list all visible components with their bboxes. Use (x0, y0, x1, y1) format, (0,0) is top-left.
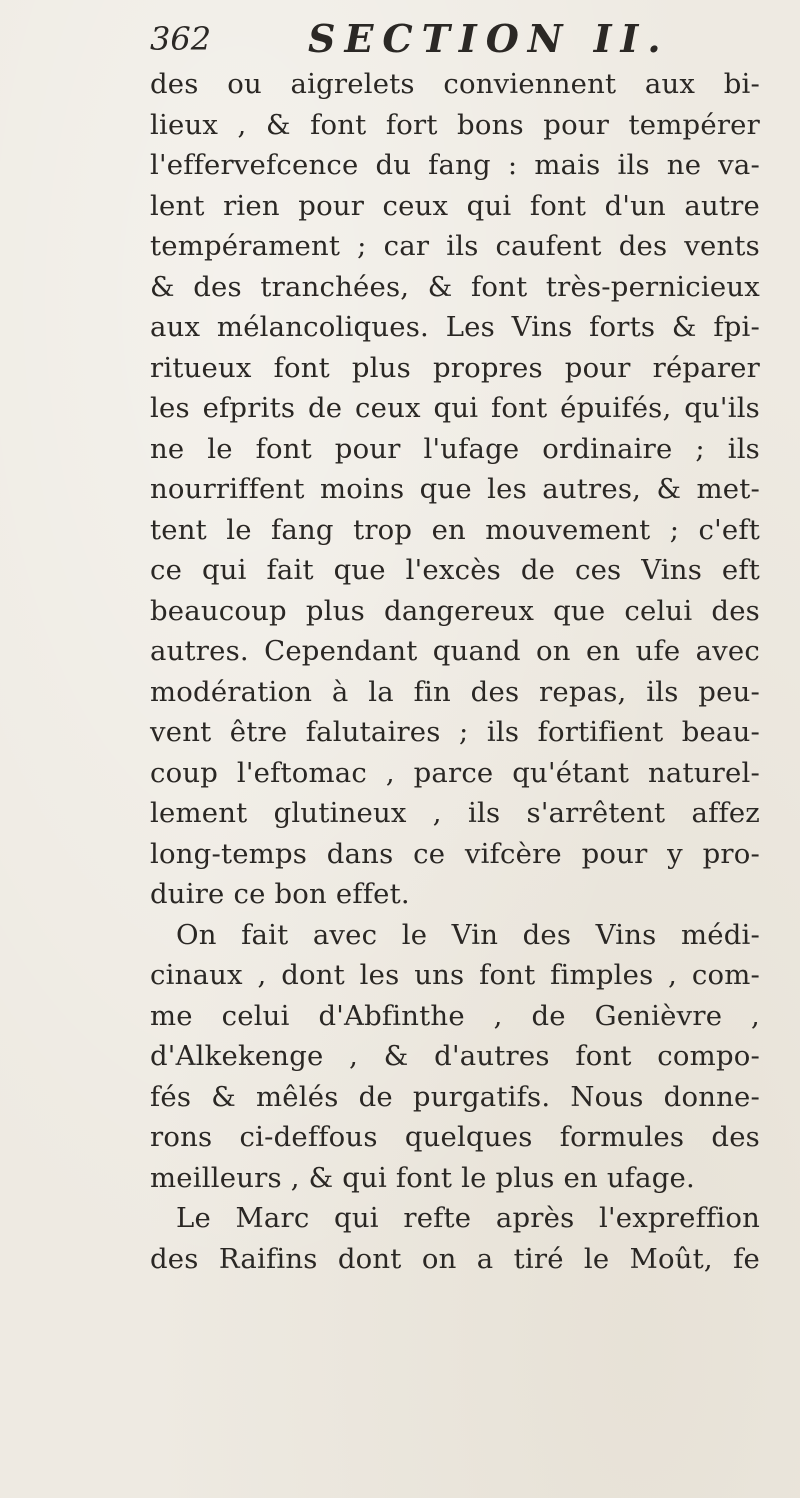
text-line: ce qui fait que l'excès de ces Vins eft (150, 554, 760, 586)
text-line: des Raifins dont on a tiré le Moût, fe (150, 1242, 760, 1275)
text-line: autres. Cependant quand on en ufe avec (150, 635, 760, 667)
text-line: aux mélancoliques. Les Vins forts & fpi- (150, 311, 760, 343)
page-header (150, 16, 750, 68)
text-line: l'effervefcence du fang : mais ils ne va- (150, 149, 760, 181)
text-line: d'Alkekenge , & d'autres font compo- (150, 1040, 760, 1072)
text-line: tempérament ; car ils caufent des vents (150, 230, 760, 262)
text-line: Le Marc qui refte après l'expreffion (176, 1202, 760, 1234)
text-line: & des tranchées, & font très-pernicieux (150, 270, 760, 303)
page-number: 362 (150, 20, 212, 58)
text-line: fés & mêlés de purgatifs. Nous donne- (150, 1080, 760, 1113)
text-line: coup l'eftomac , parce qu'étant naturel- (150, 756, 760, 789)
text-line: lement glutineux , ils s'arrêtent affez (150, 797, 760, 829)
text-line: lieux , & font fort bons pour tempérer (150, 108, 760, 141)
text-line: meilleurs , & qui font le plus en ufage. (150, 1161, 695, 1194)
text-line: lent rien pour ceux qui font d'un autre (150, 189, 760, 222)
text-line: cinaux , dont les uns font fimples , com- (150, 959, 760, 991)
text-line: beaucoup plus dangereux que celui des (150, 594, 760, 627)
text-line: ritueux font plus propres pour réparer (150, 351, 760, 384)
text-line: des ou aigrelets conviennent aux bi- (150, 68, 760, 100)
text-line: tent le fang trop en mouvement ; c'eft (150, 513, 760, 546)
text-line: modération à la fin des repas, ils peu- (150, 675, 760, 708)
text-line: vent être falutaires ; ils fortifient beau- (150, 716, 760, 748)
text-line: rons ci-deffous quelques formules des (150, 1121, 760, 1153)
text-line: ne le font pour l'ufage ordinaire ; ils (150, 432, 760, 465)
text-line: me celui d'Abfinthe , de Genièvre , (150, 999, 760, 1032)
body-text (150, 64, 760, 1279)
text-line: On fait avec le Vin des Vins médi- (176, 918, 760, 951)
text-line: long-temps dans ce vifcère pour y pro- (150, 837, 760, 870)
running-head: SECTION II. (308, 16, 670, 61)
text-line: les efprits de ceux qui font épuifés, qu'ils (150, 392, 760, 424)
text-line: duire ce bon effet. (150, 878, 410, 910)
text-line: nourriffent moins que les autres, & met- (150, 473, 760, 505)
